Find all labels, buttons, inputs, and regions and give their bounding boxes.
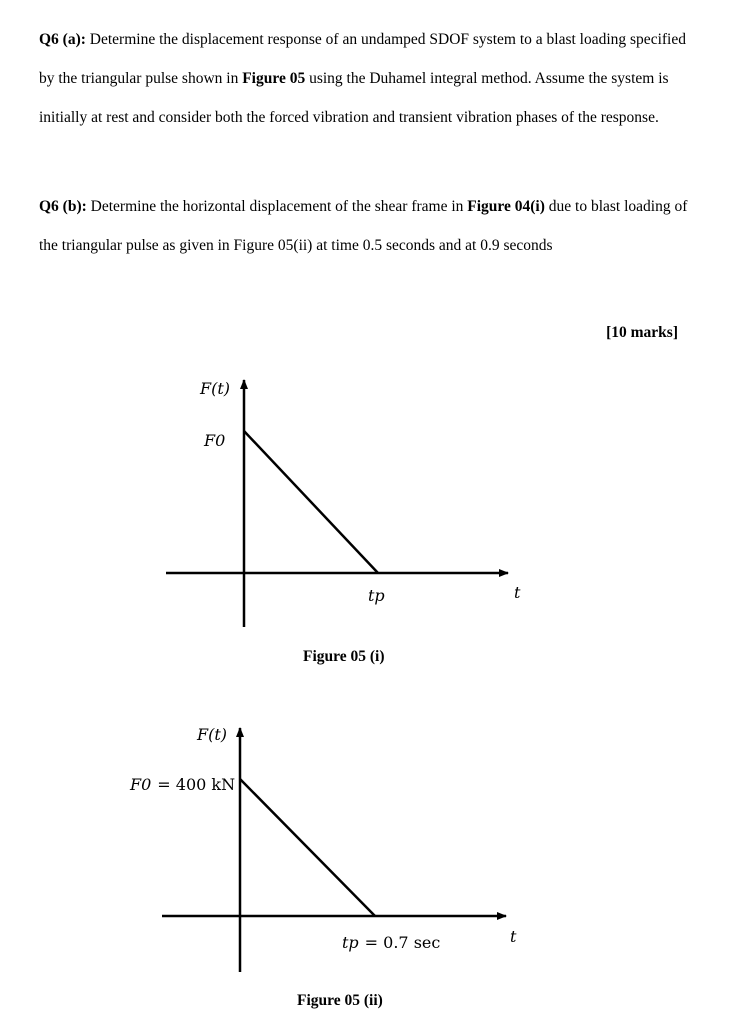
figure-05-ii-duration-value: = 0.7 sec	[364, 933, 441, 952]
question-6b-text-2: due to blast loading of the triangular pulse as given in Figure 05(ii) at time 0.5 seconds and at 0.9 seconds	[39, 198, 688, 254]
question-6a-text-1: Determine the displacement response of an undamped SDOF system to a blast loading specified by the triangular pulse shown in	[39, 31, 686, 87]
question-6b-figure-ref: Figure 04(i)	[467, 198, 545, 215]
figure-05-ii-x-label: t	[510, 927, 517, 946]
figure-05-ii-peak-symbol: F0	[130, 775, 152, 794]
question-6a-figure-ref: Figure 05	[242, 70, 306, 87]
question-6b-text-1: Determine the horizontal displacement of the shear frame in	[86, 198, 468, 215]
figure-05-i-pulse-line	[244, 431, 378, 573]
question-6b-label: Q6 (b):	[39, 198, 87, 215]
figure-05-ii-caption: Figure 05 (ii)	[297, 992, 383, 1009]
figure-05-ii-y-label: F(t)	[197, 725, 228, 744]
figure-05-ii-chart	[0, 710, 739, 990]
question-6b	[39, 187, 699, 265]
figure-05-ii-pulse-line	[240, 779, 375, 916]
figure-05-i-chart	[0, 360, 739, 640]
figure-05-i-peak-label: F0	[204, 431, 226, 450]
marks-label: [10 marks]	[606, 324, 678, 341]
question-6a-text-2: using the Duhamel integral method. Assume the system is initially at rest and consider both the forced vibration and transient vibration phases of the response.	[39, 70, 669, 126]
figure-05-ii-peak-value: = 400 kN	[157, 775, 236, 794]
question-6a-label: Q6 (a):	[39, 31, 86, 48]
figure-05-i-x-label: t	[514, 583, 521, 602]
figure-05-i-y-label: F(t)	[200, 379, 231, 398]
figure-05-ii-duration-symbol: tp	[342, 933, 359, 952]
question-6a	[39, 20, 699, 137]
figure-05-ii-peak-label	[129, 775, 235, 794]
figure-05-ii-duration-label	[342, 933, 440, 952]
figure-05-i-caption: Figure 05 (i)	[303, 648, 385, 665]
figure-05-i-duration-label: tp	[368, 586, 385, 605]
